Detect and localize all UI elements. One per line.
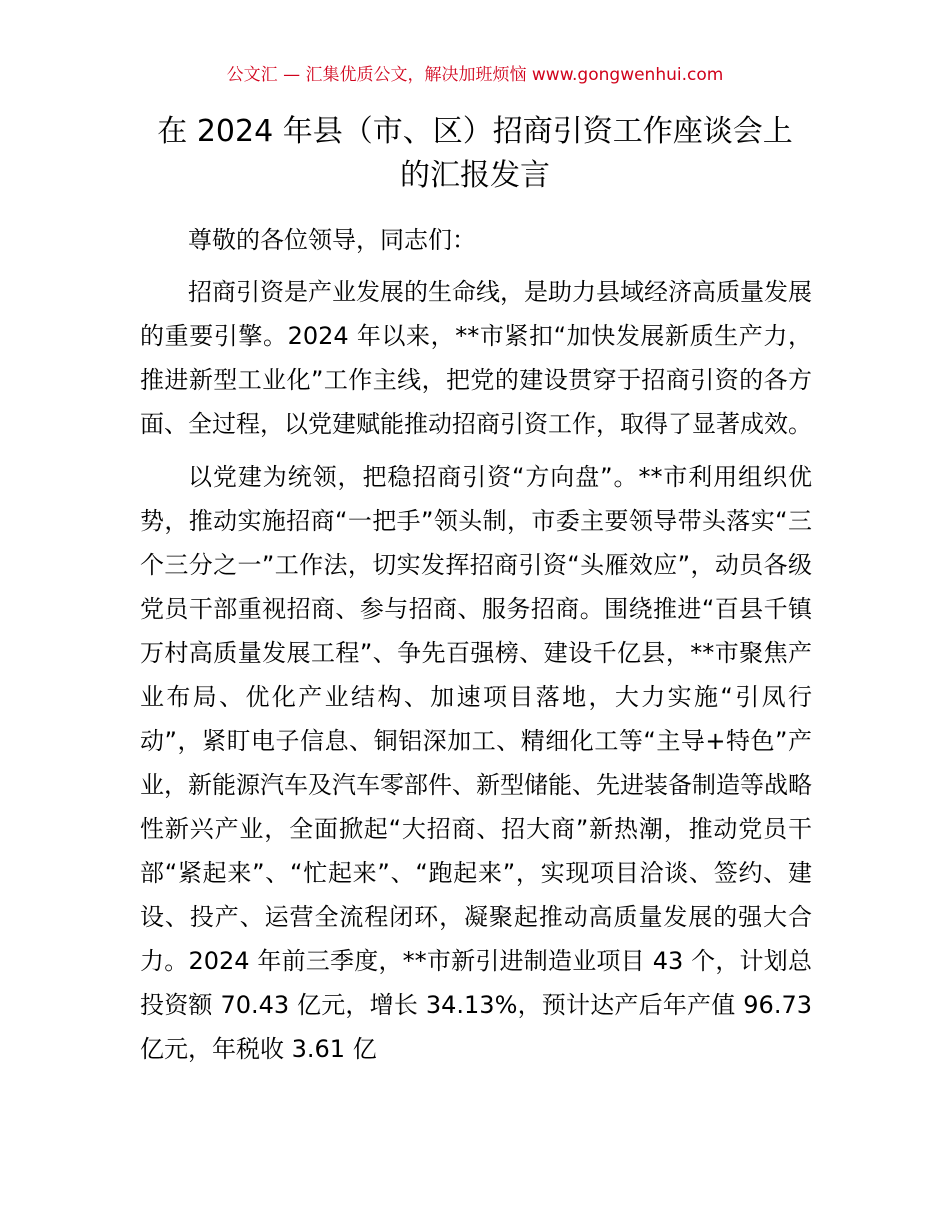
paragraph-party-leadership: 以党建为统领，把稳招商引资“方向盘”。**市利用组织优势，推动实施招商“一把手”领头制，市委主要领导带头落实“三个三分之一”工作法，切实发挥招商引资“头雁效应”，动员各级党员干部重视招商、参与招商、服务招商。围绕推进“百县千镇万村高质量发展工程”、争先百强榜、建设千亿县，**市聚焦产业布局、优化产业结构、加速项目落地，大力实施“引凤行动”，紧盯电子信息、铜铝深加工、精细化工等“主导+特色”产业，新能源汽车及汽车零部件、新型储能、先进装备制造等战略性新兴产业，全面掀起“大招商、招大商”新热潮，推动党员干部“紧起来”、“忙起来”、“跑起来”，实现项目洽谈、签约、建设、投产、运营全流程闭环，凝聚起推动高质量发展的强大合力。2024 年前三季度，**市新引进制造业项目 43 个，计划总投资额 70.43 亿元，增长 34.13%，预计达产后年产值 96.73 亿元，年税收 3.61 亿 xyxy=(140,463,812,1063)
document-title xyxy=(120,110,830,198)
title-line-2: 的汇报发言 xyxy=(400,158,550,193)
salutation: 尊敬的各位领导，同志们： xyxy=(188,226,476,254)
paragraph-intro: 招商引资是产业发展的生命线，是助力县域经济高质量发展的重要引擎。2024 年以来，**市紧扣“加快发展新质生产力，推进新型工业化”工作主线，把党的建设贯穿于招商引资的各方面、全过程，以党建赋能推动招商引资工作，取得了显著成效。 xyxy=(140,278,812,438)
header-watermark: 公文汇 — 汇集优质公文，解决加班烦恼 www.gongwenhui.com xyxy=(226,65,724,85)
document-body xyxy=(140,218,812,1080)
title-line-1: 在 2024 年县（市、区）招商引资工作座谈会上 xyxy=(157,114,793,149)
